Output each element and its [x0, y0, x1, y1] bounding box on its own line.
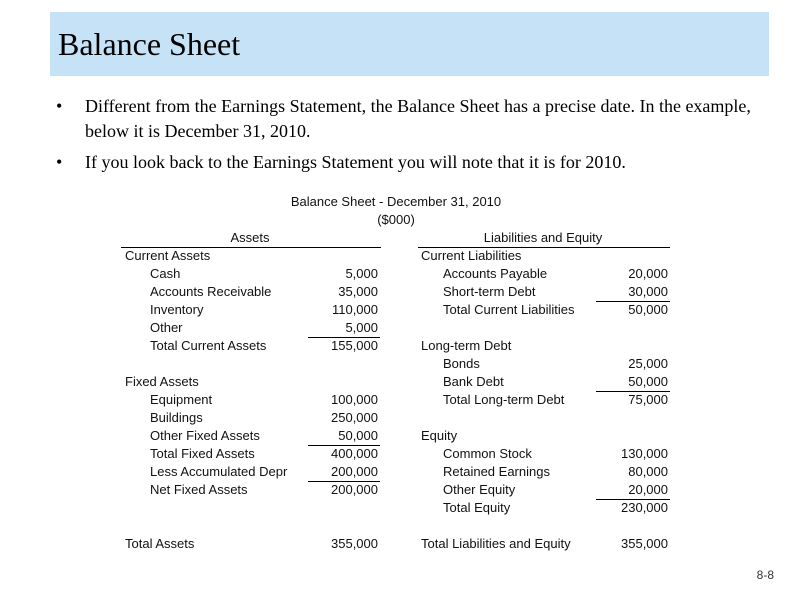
asset-label: Cash	[150, 266, 181, 281]
sheet-units: ($000)	[377, 212, 415, 227]
bullet-text: If you look back to the Earnings Statement you will note that it is for 2010.	[85, 152, 626, 172]
asset-value: 35,000	[338, 284, 378, 299]
equity-label: Other Equity	[443, 482, 516, 497]
liability-label: Bonds	[443, 356, 480, 371]
liability-label: Short-term Debt	[443, 284, 536, 299]
equity-label: Retained Earnings	[443, 464, 550, 479]
equity-heading: Equity	[421, 428, 458, 443]
liability-value: 30,000	[628, 284, 668, 299]
total-equity-label: Total Equity	[443, 500, 511, 515]
bullet-text: Different from the Earnings Statement, the Balance Sheet has a precise date. In the example, below it is December 31, 2010.	[85, 96, 751, 141]
asset-value: 50,000	[338, 428, 378, 443]
bullet-dot-icon: •	[56, 96, 63, 116]
slide-title: Balance Sheet	[58, 26, 241, 62]
asset-value: 100,000	[331, 392, 378, 407]
equity-value: 130,000	[621, 446, 668, 461]
liability-value: 25,000	[628, 356, 668, 371]
liability-label: Accounts Payable	[443, 266, 548, 281]
total-long-term-debt-value: 75,000	[628, 392, 668, 407]
asset-value: 110,000	[331, 302, 378, 317]
total-assets-value: 355,000	[331, 536, 378, 551]
total-equity-value: 230,000	[621, 500, 668, 515]
less-accumulated-depr-value: 200,000	[331, 464, 378, 479]
total-liabilities-equity-value: 355,000	[621, 536, 668, 551]
long-term-debt-heading: Long-term Debt	[421, 338, 512, 353]
total-current-liabilities-label: Total Current Liabilities	[443, 302, 575, 317]
asset-label: Other Fixed Assets	[150, 428, 260, 443]
liability-value: 20,000	[628, 266, 668, 281]
asset-value: 5,000	[345, 320, 378, 335]
equity-value: 20,000	[628, 482, 668, 497]
total-liabilities-equity-label: Total Liabilities and Equity	[421, 536, 571, 551]
equity-value: 80,000	[628, 464, 668, 479]
total-assets-label: Total Assets	[125, 536, 195, 551]
less-accumulated-depr-label: Less Accumulated Depr	[150, 464, 288, 479]
net-fixed-assets-value: 200,000	[331, 482, 378, 497]
liabilities-header: Liabilities and Equity	[483, 230, 603, 245]
asset-value: 250,000	[331, 410, 378, 425]
liability-value: 50,000	[628, 374, 668, 389]
slide-number: 8-8	[756, 568, 774, 582]
asset-value: 5,000	[345, 266, 378, 281]
total-long-term-debt-label: Total Long-term Debt	[443, 392, 565, 407]
asset-label: Other	[150, 320, 183, 335]
liability-label: Bank Debt	[443, 374, 504, 389]
asset-label: Buildings	[150, 410, 203, 425]
total-fixed-assets-value: 400,000	[331, 446, 378, 461]
asset-label: Accounts Receivable	[150, 284, 272, 299]
total-current-liabilities-value: 50,000	[628, 302, 668, 317]
current-assets-heading: Current Assets	[125, 248, 211, 263]
bullet-dot-icon: •	[56, 152, 63, 172]
net-fixed-assets-label: Net Fixed Assets	[150, 482, 248, 497]
fixed-assets-heading: Fixed Assets	[125, 374, 199, 389]
asset-label: Equipment	[150, 392, 213, 407]
total-current-assets-value: 155,000	[331, 338, 378, 353]
assets-header: Assets	[230, 230, 270, 245]
sheet-title: Balance Sheet - December 31, 2010	[290, 194, 502, 209]
total-current-assets-label: Total Current Assets	[150, 338, 267, 353]
total-fixed-assets-label: Total Fixed Assets	[150, 446, 255, 461]
current-liabilities-heading: Current Liabilities	[421, 248, 522, 263]
asset-label: Inventory	[150, 302, 204, 317]
equity-label: Common Stock	[443, 446, 532, 461]
